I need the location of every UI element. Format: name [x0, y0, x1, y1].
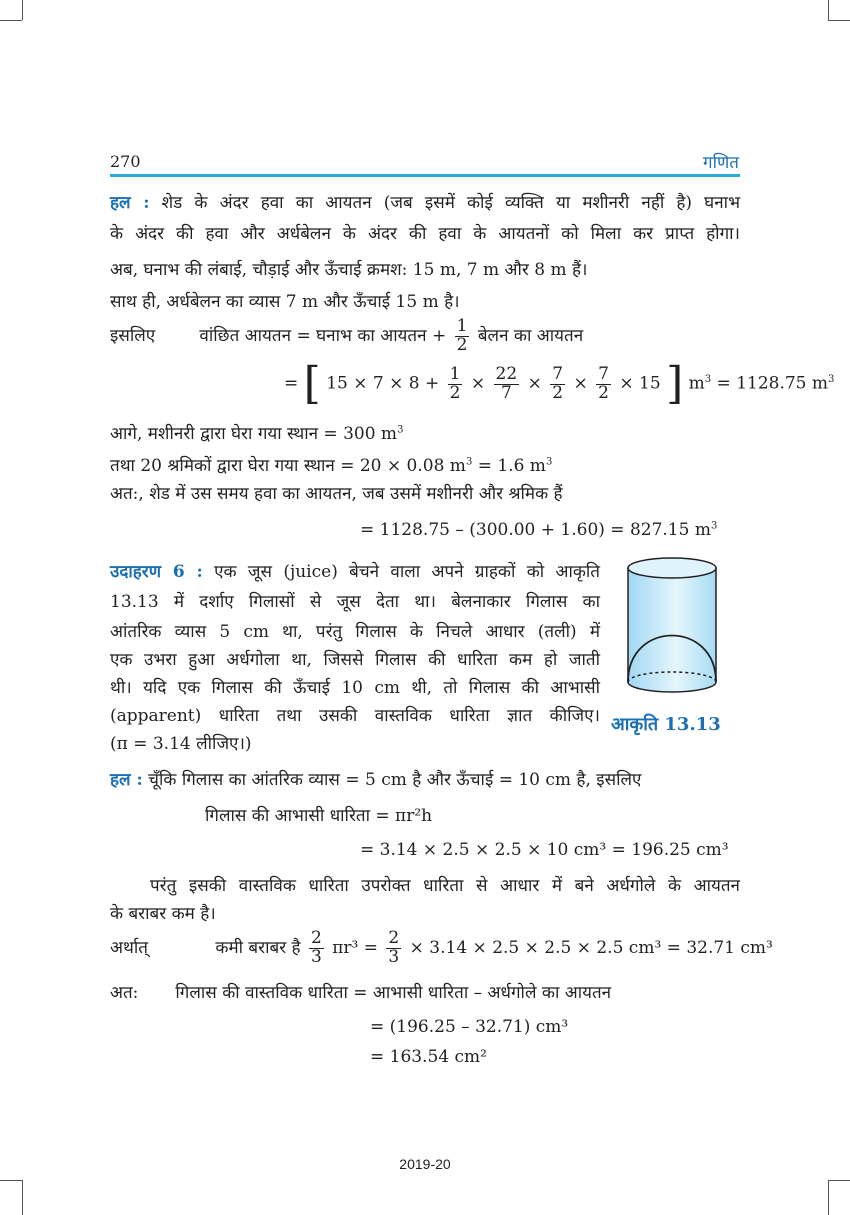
solution-text: शेड के अंदर हवा का आयतन (जब इसमें कोई व्यक्ति या मशीनरी नहीं है) घनाभ: [161, 193, 741, 213]
numerator: 7: [552, 363, 564, 384]
glass-figure: [618, 550, 726, 700]
example-line: [110, 562, 600, 582]
denominator: 2: [449, 382, 461, 403]
text: इसलिए: [110, 325, 156, 346]
term: × 15: [619, 373, 661, 394]
example-line: थी। यदि एक गिलास की ऊँचाई 10 cm थी, तो गिलास की आभासी: [110, 678, 600, 698]
solution-line: = 163.54 cm²: [370, 1047, 487, 1067]
exponent: 3: [828, 373, 835, 385]
fraction: [494, 363, 520, 403]
text: गिलास की वास्तविक धारिता = आभासी धारिता – अर्धगोले का आयतन: [175, 983, 612, 1003]
exponent: 3: [545, 456, 553, 468]
term: 15 × 7 × 8 +: [326, 373, 440, 394]
example-line: (π = 3.14 लीजिए।): [110, 734, 252, 754]
text: × 3.14 × 2.5 × 2.5 × 2.5 cm³ = 32.71 cm³: [409, 937, 773, 958]
solution-line: के अंदर की हवा और अर्धबेलन के अंदर की हवा के आयतनों को मिला कर प्राप्त होगा।: [110, 224, 740, 244]
equals: =: [284, 373, 299, 394]
crop-mark: [22, 0, 23, 20]
text: एक जूस (juice) बेचने वाला अपने ग्राहकों को आकृति: [214, 562, 600, 582]
solution-label: हल :: [110, 770, 143, 790]
solution-line: [110, 983, 611, 1003]
text: बेलन का आयतन: [477, 325, 584, 346]
text: चूँकि गिलास का आंतरिक व्यास = 5 cm है और ऊँचाई = 10 cm है, इसलिए: [148, 770, 642, 790]
numerator: 2: [388, 928, 400, 948]
text: कमी बराबर है: [215, 937, 301, 958]
denominator: 2: [456, 334, 468, 355]
example-line: आंतरिक व्यास 5 cm था, परंतु गिलास के निचले आधार (तली) में: [110, 622, 600, 642]
page-number: 270: [110, 152, 141, 171]
exponent: 3: [710, 520, 718, 532]
denominator: 3: [311, 946, 322, 967]
text: आगे, मशीनरी द्वारा घेरा गया स्थान = 300 m: [110, 424, 398, 444]
solution-line: के बराबर कम है।: [110, 904, 216, 924]
numerator: 1: [449, 363, 461, 384]
example-line: (apparent) धारिता तथा उसकी वास्तविक धारिता ज्ञात कीजिए।: [110, 706, 600, 726]
example-label: उदाहरण 6 :: [110, 562, 203, 582]
crop-mark: [0, 1180, 22, 1181]
text: = 1.6 m: [477, 456, 546, 476]
solution-line: = 3.14 × 2.5 × 2.5 × 10 cm³ = 196.25 cm³: [360, 840, 729, 860]
times: ×: [573, 373, 588, 394]
exponent: 3: [465, 456, 473, 468]
example-line: एक उभरा हुआ अर्धगोला था, जिससे गिलास की धारिता कम हो जाती: [110, 650, 600, 670]
bracket-close: ]: [666, 358, 684, 409]
text: तथा 20 श्रमिकों द्वारा घेरा गया स्थान = 20 × 0.08 m: [110, 456, 466, 476]
exponent: 3: [397, 424, 404, 436]
crop-mark: [0, 20, 22, 21]
equation-line: [284, 358, 835, 409]
fraction: [309, 930, 324, 967]
subject-title: गणित: [703, 153, 739, 173]
figure-label: आकृति 13.13: [611, 714, 721, 735]
crop-mark: [828, 1180, 850, 1181]
denominator: 2: [552, 382, 564, 403]
header-rule: [110, 174, 740, 177]
numerator: 22: [495, 363, 518, 384]
fraction: [386, 930, 401, 967]
fraction: [455, 318, 470, 355]
text: अर्थात्: [110, 937, 148, 958]
result: = 1128.75 m: [716, 373, 829, 394]
solution-line: [110, 193, 740, 213]
bracket-open: [: [303, 358, 321, 409]
solution-label: हल :: [110, 193, 150, 213]
solution-line: परंतु इसकी वास्तविक धारिता उपरोक्त धारिता से आधार में बने अर्धगोले के आयतन: [150, 876, 740, 896]
crop-mark: [828, 1180, 829, 1215]
solution-line: गिलास की आभासी धारिता = πr²h: [205, 806, 433, 826]
unit: m: [688, 373, 705, 394]
text: अत:: [110, 983, 139, 1003]
crop-mark: [22, 1180, 23, 1215]
times: ×: [527, 373, 542, 394]
fraction: [550, 363, 565, 403]
numerator: 2: [311, 928, 322, 948]
solution-line: [110, 318, 583, 355]
footer-year: 2019-20: [399, 1156, 451, 1172]
denominator: 3: [388, 946, 400, 967]
times: ×: [470, 373, 486, 394]
text: वांछित आयतन = घनाभ का आयतन +: [199, 325, 447, 346]
solution-line: [110, 930, 773, 967]
text: πr³ =: [332, 937, 378, 958]
text: = 1128.75 – (300.00 + 1.60) = 827.15 m: [360, 520, 711, 540]
solution-line: अब, घनाभ की लंबाई, चौड़ाई और ऊँचाई क्रमश: 15 m, 7 m और 8 m हैं।: [110, 260, 588, 280]
denominator: 7: [500, 382, 512, 403]
solution-line: [360, 520, 717, 540]
denominator: 2: [598, 382, 609, 403]
crop-mark: [828, 0, 829, 20]
solution-line: साथ ही, अर्धबेलन का व्यास 7 m और ऊँचाई 15 m है।: [110, 292, 460, 312]
solution-line: [110, 456, 552, 476]
numerator: 1: [456, 316, 468, 336]
fraction: [448, 363, 463, 403]
solution-line: अत:, शेड में उस समय हवा का आयतन, जब उसमें मशीनरी और श्रमिक हैं: [110, 484, 563, 504]
example-line: 13.13 में दर्शाए गिलासों से जूस देता था। बेलनाकार गिलास का: [110, 592, 600, 612]
crop-mark: [828, 20, 850, 21]
fraction: [596, 363, 611, 403]
numerator: 7: [598, 363, 609, 384]
solution-line: [110, 424, 403, 444]
solution-line: [110, 770, 641, 790]
solution-line: = (196.25 – 32.71) cm³: [370, 1017, 569, 1037]
exponent: 3: [704, 373, 712, 385]
